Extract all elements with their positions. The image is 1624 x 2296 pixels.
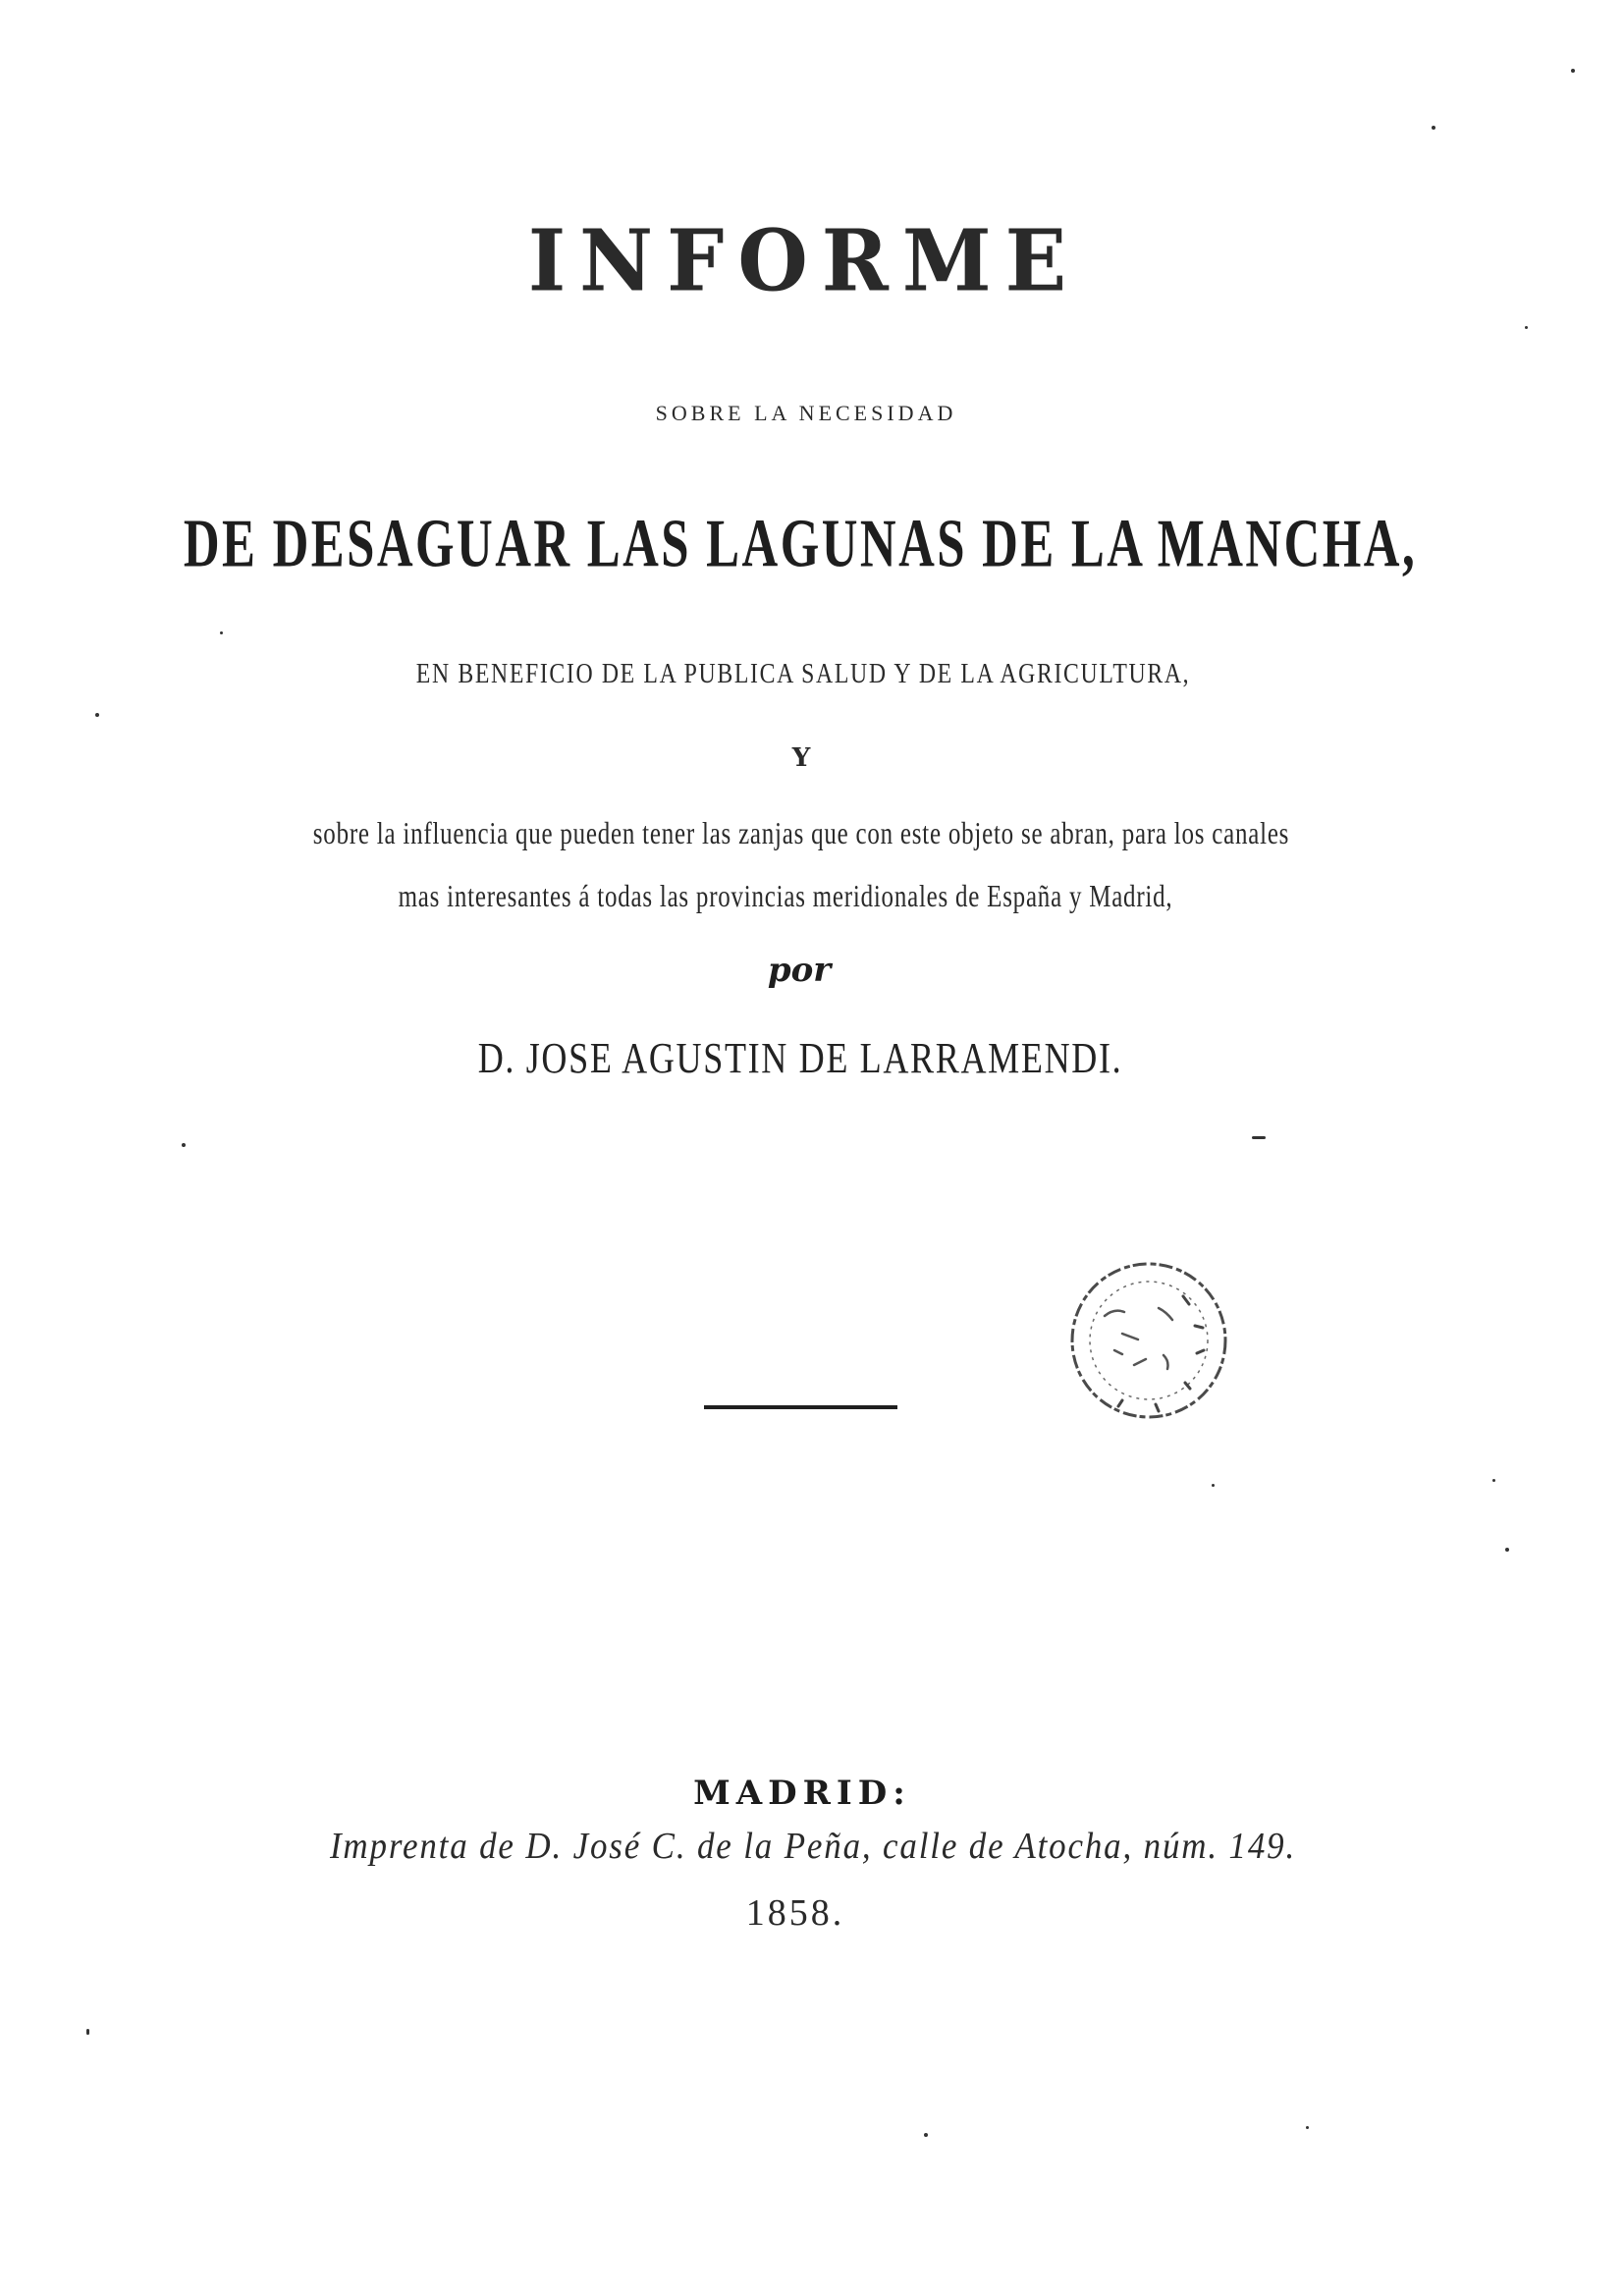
author-name: D. JOSE AGUSTIN DE LARRAMENDI. [477,1034,1123,1082]
scan-speck [1212,1484,1215,1487]
scan-speck [924,2133,928,2137]
scan-speck [1492,1479,1495,1482]
scan-speck [1571,69,1575,73]
main-title: DE DESAGUAR LAS LAGUNAS DE LA MANCHA, [183,507,1418,582]
scan-speck [182,1143,186,1147]
stamp-icon [1065,1257,1232,1424]
scan-speck [1306,2126,1309,2129]
conjunction-y: Y [791,743,811,773]
scan-speck [1525,326,1528,329]
document-title: INFORME [527,211,1081,311]
description-line-2: mas interesantes á todas las provincias meridionales de España y Madrid, [398,878,1173,913]
imprint-year: 1858. [745,1892,845,1934]
imprint-city: MADRID: [693,1774,911,1813]
library-stamp [1065,1257,1232,1424]
scan-speck [1432,126,1435,130]
imprint-printer: Imprenta de D. José C. de la Peña, calle de Atocha, núm. 149. [329,1826,1297,1867]
scan-speck [1252,1136,1266,1139]
scan-speck [86,2029,89,2035]
scan-speck [1505,1548,1509,1552]
scan-speck [220,631,223,634]
description-line-1: sobre la influencia que pueden tener las zanjas que con este objeto se abran, para los canales [312,815,1290,850]
by-word: por [767,951,832,990]
subtitle-line-1: SOBRE LA NECESIDAD [655,401,957,425]
divider-rule [704,1405,897,1409]
scan-speck [95,713,99,717]
subtitle-line-2: EN BENEFICIO DE LA PUBLICA SALUD Y DE LA AGRICULTURA, [415,658,1191,689]
